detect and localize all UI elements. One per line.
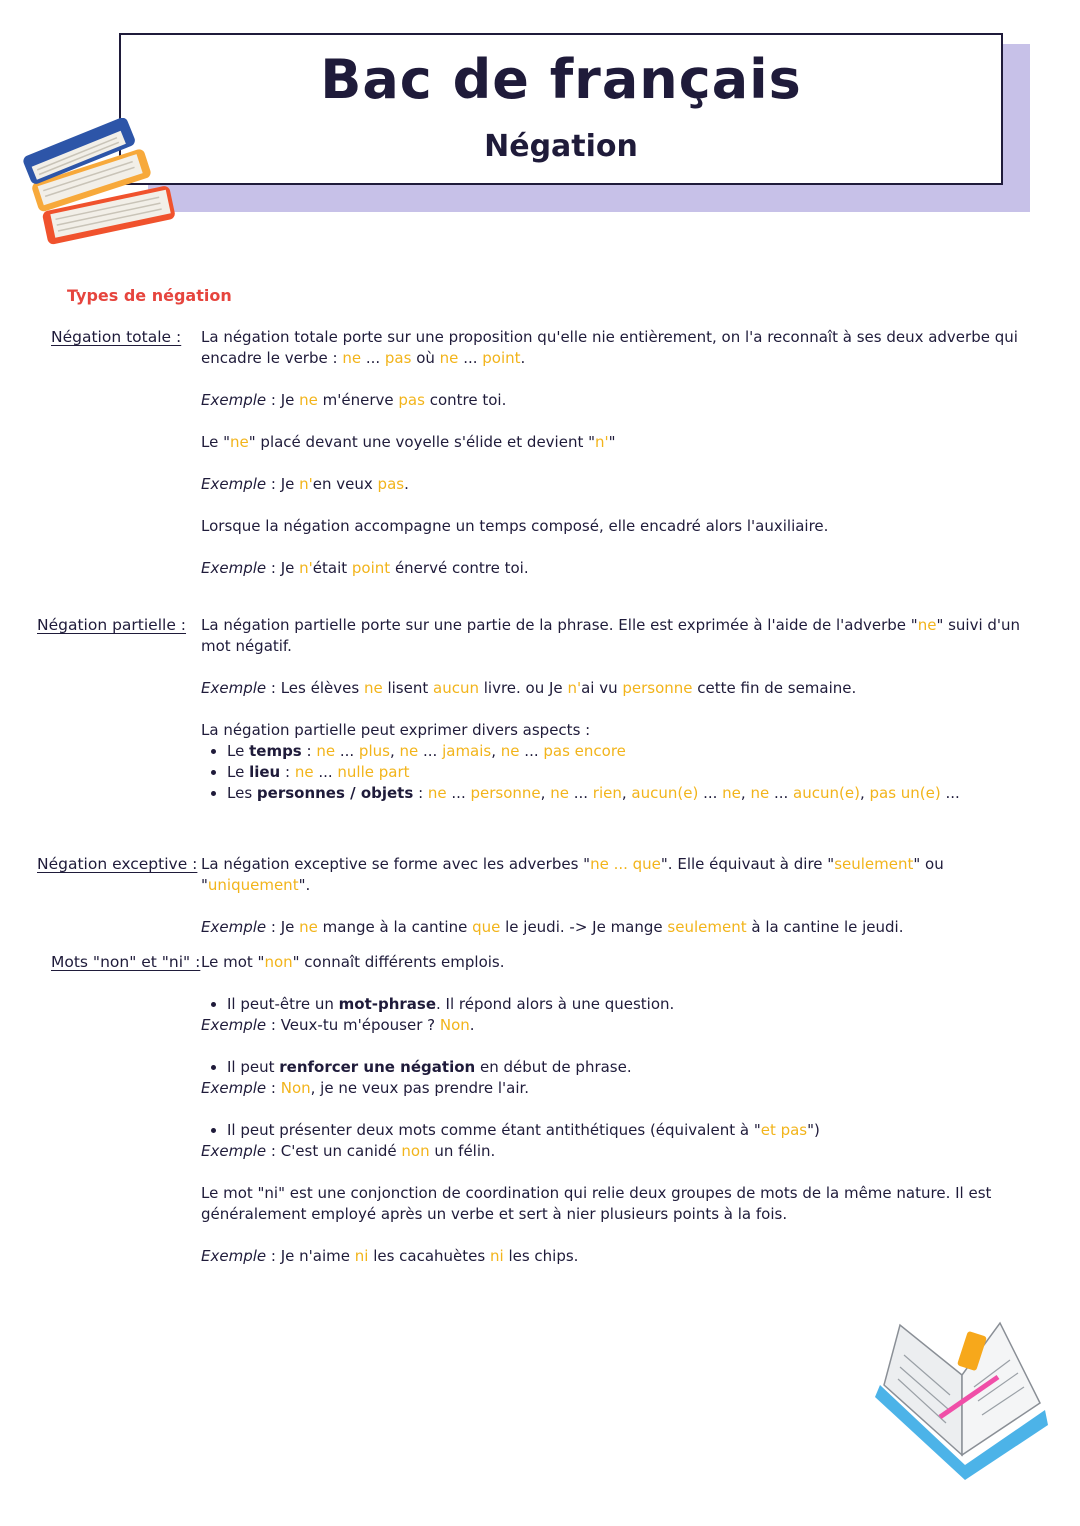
term-mots-non-ni: Mots "non" et "ni" : [51, 953, 201, 971]
list-item: • Les personnes / objets : ne ... personne, ne ... rien, aucun(e) ... ne, ne ... aucun(e), pas un(e) ... [227, 783, 1049, 804]
totale-example-1: Exemple : Je ne m'énerve pas contre toi. [201, 391, 507, 409]
totale-definition: La négation totale porte sur une proposition qu'elle nie entièrement, on l'a reconnaît à ses deux adverbe qui encadre le verbe : ne ... pas où ne ... point. [201, 328, 1018, 367]
non-example-3: Exemple : C'est un canidé non un félin. [201, 1142, 496, 1160]
partielle-definition: La négation partielle porte sur une partie de la phrase. Elle est exprimée à l'aide de l'adverbe "ne" suivi d'un mot négatif. [201, 616, 1021, 655]
term-negation-partielle: Négation partielle : [37, 616, 187, 634]
non-usage-1 [201, 994, 1049, 1015]
non-example-1: Exemple : Veux-tu m'épouser ? Non. [201, 1016, 475, 1034]
header-box [119, 33, 1003, 185]
open-book-icon [870, 1315, 1055, 1490]
list-item: • Il peut renforcer une négation en début de phrase. [227, 1057, 1049, 1078]
term-negation-totale: Négation totale : [51, 328, 182, 346]
list-item: • Il peut-être un mot-phrase. Il répond alors à une question. [227, 994, 1049, 1015]
partielle-example: Exemple : Les élèves ne lisent aucun livre. ou Je n'ai vu personne cette fin de semaine. [201, 679, 857, 697]
partielle-aspects-list [201, 741, 1049, 804]
exceptive-example: Exemple : Je ne mange à la cantine que le jeudi. -> Je mange seulement à la cantine le jeudi. [201, 918, 904, 936]
totale-example-3: Exemple : Je n'était point énervé contre toi. [201, 559, 529, 577]
non-usage-2 [201, 1057, 1049, 1078]
page-subtitle: Négation [484, 129, 638, 164]
totale-example-2: Exemple : Je n'en veux pas. [201, 475, 409, 493]
ni-definition: Le mot "ni" est une conjonction de coordination qui relie deux groupes de mots de la même nature. Il est généralement employé après un verbe et sert à nier plusieurs points à la fois. [201, 1184, 992, 1223]
totale-compound-tense-rule: Lorsque la négation accompagne un temps composé, elle encadré alors l'auxiliaire. [201, 517, 829, 535]
ni-example: Exemple : Je n'aime ni les cacahuètes ni les chips. [201, 1247, 579, 1265]
block-negation-exceptive [201, 854, 1049, 938]
books-stack-icon [18, 118, 178, 248]
term-negation-exceptive: Négation exceptive : [37, 855, 198, 873]
totale-elision-rule: Le "ne" placé devant une voyelle s'élide et devient "n'" [201, 433, 616, 451]
partielle-aspects-intro: La négation partielle peut exprimer divers aspects : [201, 721, 591, 739]
list-item: • Le temps : ne ... plus, ne ... jamais, ne ... pas encore [227, 741, 1049, 762]
block-mots-non-ni [201, 952, 1049, 1267]
block-negation-partielle [201, 615, 1049, 804]
exceptive-definition: La négation exceptive se forme avec les adverbes "ne ... que". Elle équivaut à dire "seulement" ou "uniquement". [201, 855, 944, 894]
section-title: Types de négation [67, 286, 232, 305]
non-usage-3 [201, 1120, 1049, 1141]
non-example-2: Exemple : Non, je ne veux pas prendre l'air. [201, 1079, 530, 1097]
block-negation-totale [201, 327, 1049, 579]
page-title: Bac de français [320, 48, 802, 111]
non-intro: Le mot "non" connaît différents emplois. [201, 953, 505, 971]
list-item: • Le lieu : ne ... nulle part [227, 762, 1049, 783]
list-item: • Il peut présenter deux mots comme étant antithétiques (équivalent à "et pas") [227, 1120, 1049, 1141]
